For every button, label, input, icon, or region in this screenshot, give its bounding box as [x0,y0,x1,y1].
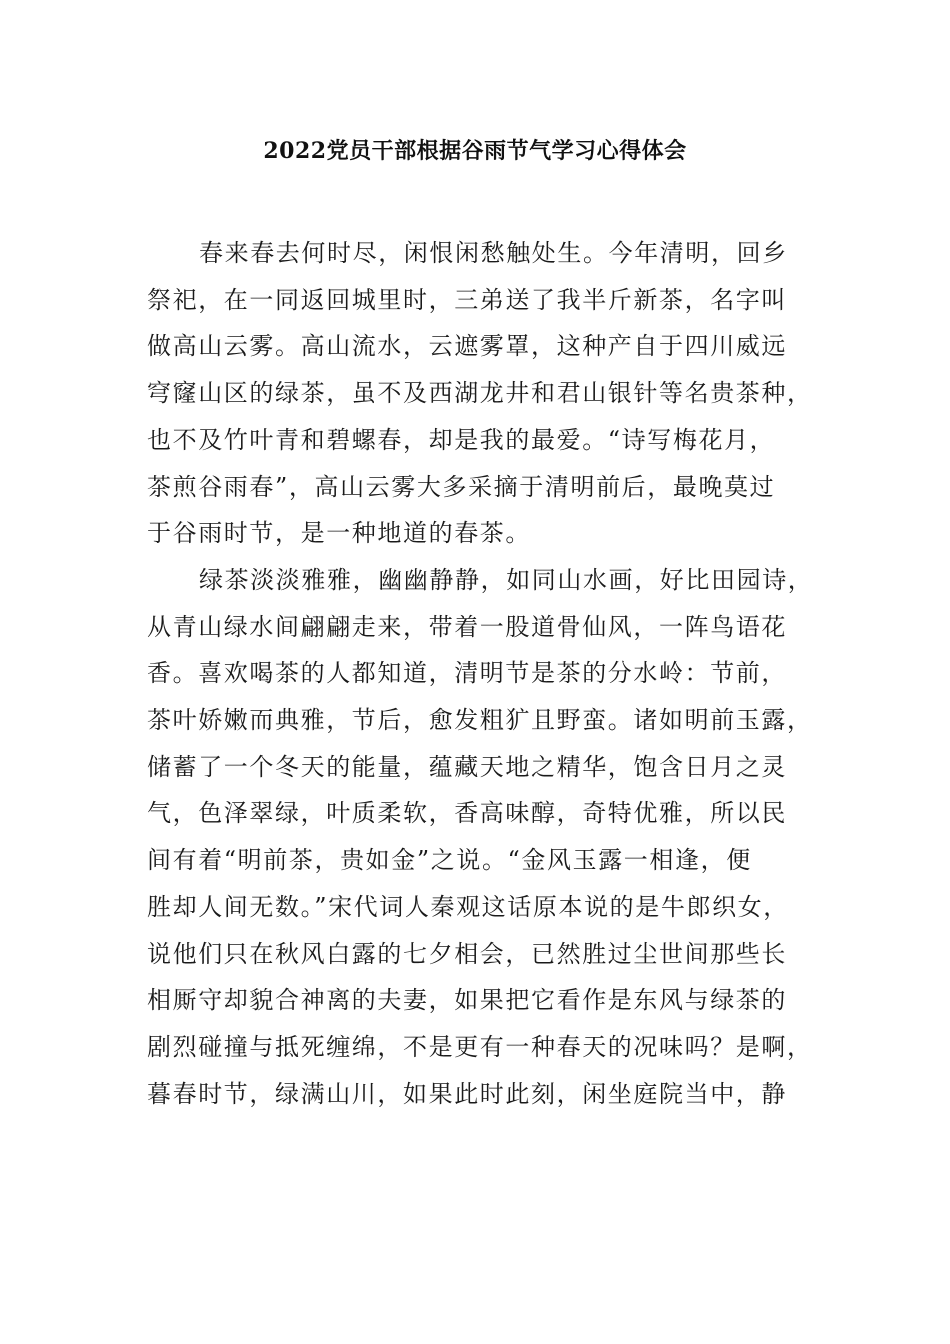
text-line: 祭祀，在一同返回城里时，三弟送了我半斤新茶，名字叫 [147,285,787,314]
paragraph-2 [147,557,814,1117]
text-line: 说他们只在秋风白露的七夕相会，已然胜过尘世间那些长 [147,939,787,968]
text-line: 穹窿山区的绿茶，虽不及西湖龙井和君山银针等名贵茶种， [147,379,813,408]
document-title: 2022党员干部根据谷雨节气学习心得体会 [263,138,687,164]
text-line: 气，色泽翠绿，叶质柔软，香高味醇，奇特优雅，所以民 [147,799,787,828]
text-line: 做高山云雾。高山流水，云遮雾罩，这种产自于四川威远 [147,332,787,361]
document-body [147,230,814,1117]
text-line: 香。喜欢喝茶的人都知道，清明节是茶的分水岭：节前， [147,659,787,688]
text-line: 剧烈碰撞与抵死缠绵，不是更有一种春天的况味吗？是啊， [147,1032,813,1061]
text-line: 储蓄了一个冬天的能量，蕴藏天地之精华，饱含日月之灵 [147,752,787,781]
text-line: 间有着“明前茶，贵如金”之说。“金风玉露一相逢，便 [147,846,752,875]
text-line: 从青山绿水间翩翩走来，带着一股道骨仙风，一阵鸟语花 [147,612,787,641]
text-line: 相厮守却貌合神离的夫妻，如果把它看作是东风与绿茶的 [147,986,787,1015]
text-line: 暮春时节，绿满山川，如果此时此刻，闲坐庭院当中，静 [147,1079,787,1108]
text-line: 茶煎谷雨春”，高山云雾大多采摘于清明前后，最晚莫过 [147,472,776,501]
text-line: 绿茶淡淡雅雅，幽幽静静，如同山水画，好比田园诗， [199,565,814,594]
text-line: 胜却人间无数。”宋代词人秦观这话原本说的是牛郎织女， [147,892,789,921]
text-line: 于谷雨时节，是一种地道的春茶。 [147,519,531,548]
text-line: 春来春去何时尽，闲恨闲愁触处生。今年清明，回乡 [199,239,788,267]
text-line: 也不及竹叶青和碧螺春，却是我的最爱。“诗写梅花月， [147,425,776,454]
text-line: 茶叶娇嫩而典雅，节后，愈发粗犷且野蛮。诸如明前玉露， [147,706,813,735]
paragraph-1 [147,230,813,557]
